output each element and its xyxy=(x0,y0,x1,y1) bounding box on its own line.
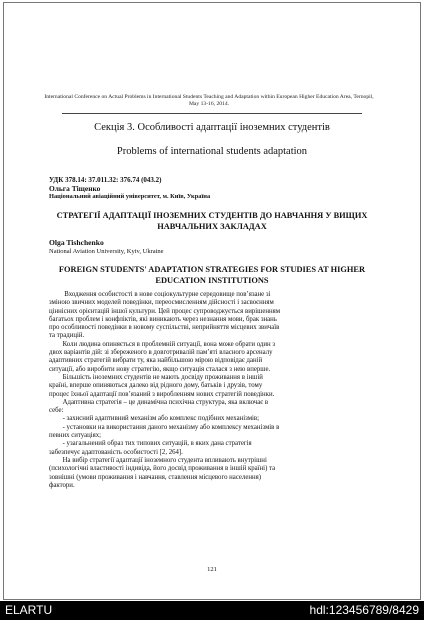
body-line: Адаптивна стратегія – це динамічна психічна структура, яка включає в xyxy=(49,398,269,406)
body-line: ситуації, або виробити нову стратегію, якщо ситуація сталася з нею вперше. xyxy=(49,365,271,373)
body-line: Коли людина опиняється в проблемній ситуації, вона може обрати один з xyxy=(49,340,276,348)
body-line: На вибір стратегії адаптації іноземного студента впливають внутрішні xyxy=(49,456,267,464)
section-title-en: Problems of international students adaptation xyxy=(116,146,308,157)
body-line: забезпечує адаптованість особистості [2, 264]. xyxy=(49,448,183,456)
body-line: себе: xyxy=(49,407,64,415)
body-line: - установки на використання даного механізму або комплексу механізмів в xyxy=(49,423,280,431)
body-line: двох варіантів дій: зі збереженого в довготривалій пам’яті власного арсеналу xyxy=(49,349,273,357)
udk-code: УДК 378.14: 37.011.32: 376.74 (043.2) xyxy=(49,176,162,184)
body-line: певних ситуаціях; xyxy=(49,432,102,440)
author-ua: Ольга Тіщенко xyxy=(49,184,101,193)
page-number: 121 xyxy=(207,566,217,573)
body-line: ціннісних орієнтацій іншої культури. Цей процес супроводжується вирішенням xyxy=(49,307,281,315)
article-title-en: FOREIGN STUDENTS' ADAPTATION STRATEGIES FOR STUDIES AT HIGHER EDUCATION INSTITUTIONS xyxy=(58,265,366,285)
body-line: адаптивних стратегій вибрати ту, яка найбільшою мірою відповідає даній xyxy=(49,357,263,365)
affiliation-en: National Aviation University, Kyiv, Ukraine xyxy=(49,248,164,255)
body-line: Входження особистості в нове соціокультурне середовище пов’язане зі xyxy=(49,291,271,298)
handle-link[interactable]: hdl:123456789/8429 xyxy=(309,603,419,617)
repository-name: ELARTU xyxy=(5,603,53,617)
body-line: країні, вперше опиняються далеко від рідного дому, батьків і друзів, тому xyxy=(49,382,263,390)
article-body xyxy=(49,291,375,490)
body-line: Більшість іноземних студентів не мають досвіду проживання в іншій xyxy=(49,373,263,381)
header-rule xyxy=(62,113,362,114)
author-en: Olga Tishchenko xyxy=(49,238,104,247)
body-line: багатьох проблем і конфліктів, які виникають через незнання мови, брак знань xyxy=(49,315,277,323)
body-line: зовнішні (умови проживання і навчання, ставлення місцевого населення) xyxy=(49,473,262,481)
footer-bar xyxy=(0,601,424,620)
body-line: - захисний адаптивний механізм або комплекс подібних механізмів; xyxy=(49,415,260,423)
body-line: фактори. xyxy=(49,481,75,489)
body-line: та традицій. xyxy=(49,332,85,340)
conference-header: International Conference on Actual Problems in International Students Teaching and Adaptation within European Higher Education Area, Ternopil, May 13-16, 2014. xyxy=(44,94,374,107)
article-title-ua: СТРАТЕГІЇ АДАПТАЦІЇ ІНОЗЕМНИХ СТУДЕНТІВ ДО НАВЧАННЯ У ВИЩИХ НАВЧАЛЬНИХ ЗАКЛАДАХ xyxy=(56,211,368,231)
body-line: процес їхньої адаптації пов’язаний з виробленням нових стратегій поведінки. xyxy=(49,390,275,398)
affiliation-ua: Національний авіаційний університет, м. Київ, Україна xyxy=(49,193,211,200)
body-line: (психологічні властивості індивіда, його досвід проживання в іншій країні) та xyxy=(49,465,276,473)
body-line: - узагальнений образ тих типових ситуацій, в яких дана стратегія xyxy=(49,440,252,448)
body-line: зміною звичних моделей поведінки, переосмисленням дійсності і засвоєнням xyxy=(49,299,274,307)
section-title-ua: Секція 3. Особливості адаптації іноземних студентів xyxy=(94,122,330,133)
body-line: про особливості поведінки в новому суспільстві, неприйняття місцевих звичаїв xyxy=(49,324,280,332)
